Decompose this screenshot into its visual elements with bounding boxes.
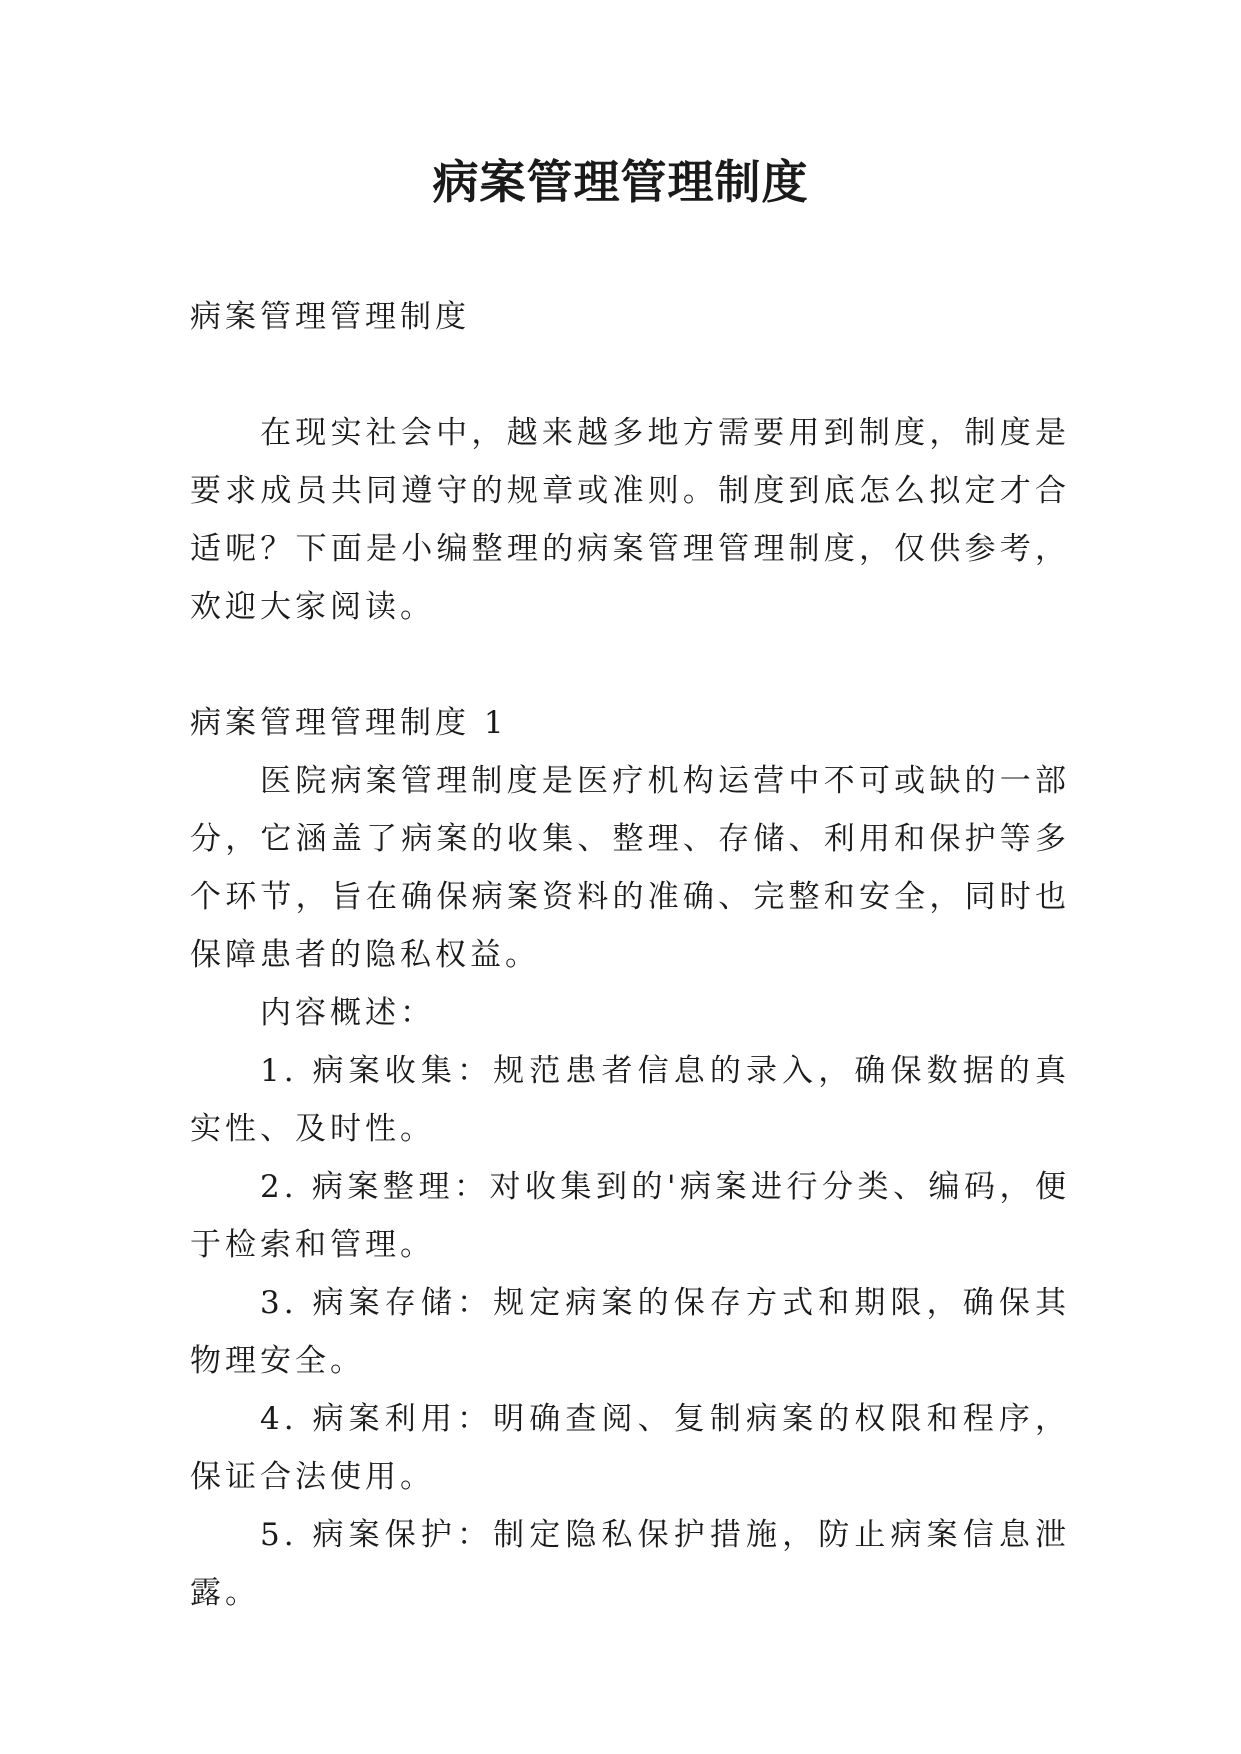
document-title: 病案管理管理制度: [432, 155, 809, 209]
section-heading: 病案管理管理制度 1: [190, 705, 508, 741]
list-item-5: 5. 病案保护：制定隐私保护措施，防止病案信息泄露。: [190, 1517, 1070, 1611]
list-item-1: 1. 病案收集：规范患者信息的录入，确保数据的真实性、及时性。: [190, 1053, 1070, 1147]
document-subtitle: 病案管理管理制度: [190, 299, 470, 335]
list-item-2: 2. 病案整理：对收集到的'病案进行分类、编码，便于检索和管理。: [190, 1169, 1070, 1263]
section-paragraph: 医院病案管理制度是医疗机构运营中不可或缺的一部分，它涵盖了病案的收集、整理、存储、利用和保护等多个环节，旨在确保病案资料的准确、完整和安全，同时也保障患者的隐私权益。: [190, 763, 1070, 973]
list-item-4: 4. 病案利用：明确查阅、复制病案的权限和程序，保证合法使用。: [190, 1401, 1070, 1495]
document-body: [190, 288, 1070, 1622]
intro-paragraph: 在现实社会中，越来越多地方需要用到制度，制度是要求成员共同遵守的规章或准则。制度到底怎么拟定才合适呢？下面是小编整理的病案管理管理制度，仅供参考，欢迎大家阅读。: [190, 415, 1070, 625]
list-item-3: 3. 病案存储：规定病案的保存方式和期限，确保其物理安全。: [190, 1285, 1070, 1379]
overview-label: 内容概述：: [260, 995, 435, 1031]
